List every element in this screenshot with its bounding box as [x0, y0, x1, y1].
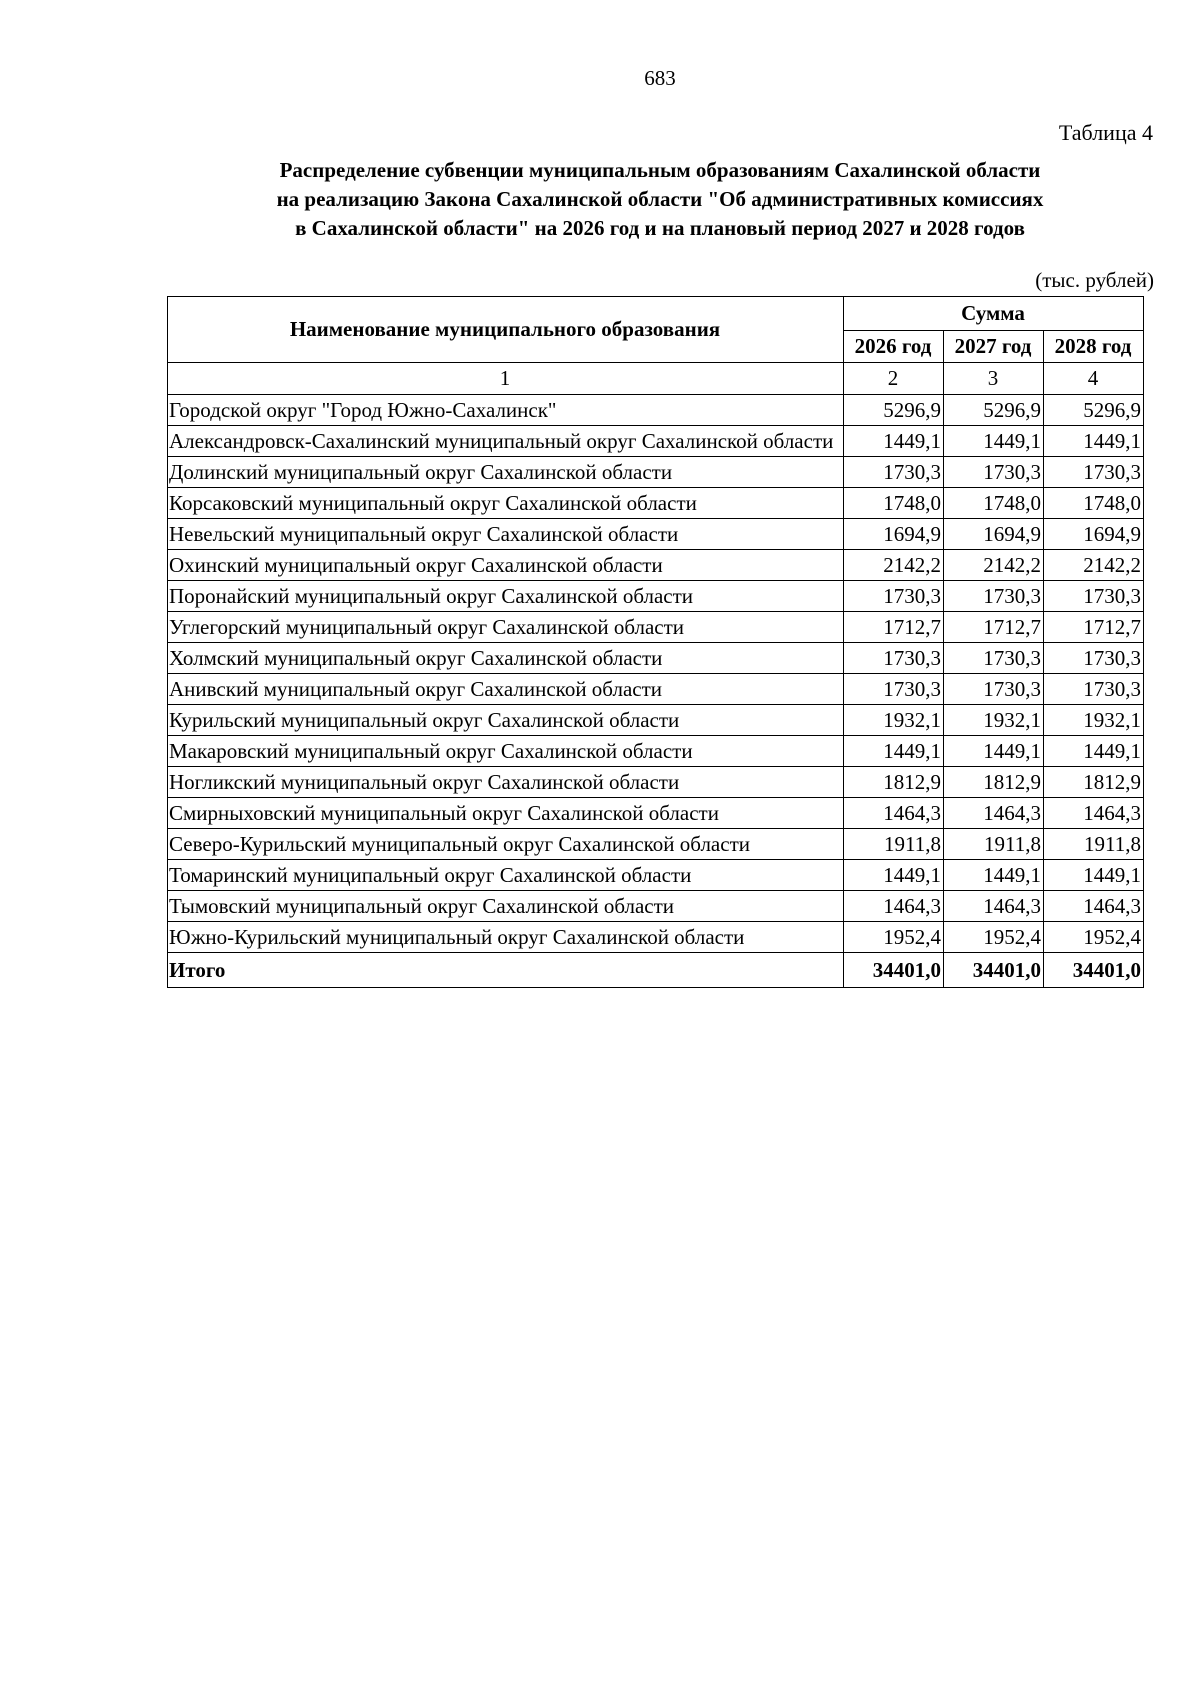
total-amount-2028: 34401,0: [1044, 953, 1144, 988]
amount-2026: 1712,7: [844, 612, 944, 643]
municipality-name: Анивский муниципальный округ Сахалинской области: [168, 674, 844, 705]
amount-2028: 1952,4: [1044, 922, 1144, 953]
amount-2027: 1748,0: [944, 488, 1044, 519]
amount-2028: 1694,9: [1044, 519, 1144, 550]
amount-2027: 1911,8: [944, 829, 1044, 860]
municipality-name: Томаринский муниципальный округ Сахалинской области: [168, 860, 844, 891]
municipality-name: Холмский муниципальный округ Сахалинской области: [168, 643, 844, 674]
municipality-name: Невельский муниципальный округ Сахалинской области: [168, 519, 844, 550]
amount-2028: 1464,3: [1044, 798, 1144, 829]
amount-2026: 1464,3: [844, 891, 944, 922]
amount-2026: 1952,4: [844, 922, 944, 953]
amount-2028: 1932,1: [1044, 705, 1144, 736]
municipality-name: Курильский муниципальный округ Сахалинской области: [168, 705, 844, 736]
document-title: [160, 156, 1160, 243]
amount-2027: 1449,1: [944, 426, 1044, 457]
municipality-name: Городской округ "Город Южно-Сахалинск": [168, 395, 844, 426]
amount-2026: 1730,3: [844, 457, 944, 488]
table-row: [168, 798, 1144, 829]
table-row: [168, 829, 1144, 860]
amount-2026: 1730,3: [844, 674, 944, 705]
amount-2026: 1694,9: [844, 519, 944, 550]
amount-2028: 1812,9: [1044, 767, 1144, 798]
table-row: [168, 767, 1144, 798]
total-amount-2026: 34401,0: [844, 953, 944, 988]
table-row: [168, 860, 1144, 891]
table-row: [168, 922, 1144, 953]
municipality-name: Охинский муниципальный округ Сахалинской области: [168, 550, 844, 581]
amount-2026: 1911,8: [844, 829, 944, 860]
table-row: [168, 457, 1144, 488]
table-row: [168, 643, 1144, 674]
title-line: Распределение субвенции муниципальным образованиям Сахалинской области: [279, 158, 1041, 182]
amount-2026: 1748,0: [844, 488, 944, 519]
municipality-name: Макаровский муниципальный округ Сахалинской области: [168, 736, 844, 767]
column-number: 4: [1044, 363, 1144, 395]
header-name: Наименование муниципального образования: [168, 297, 844, 363]
amount-2026: 2142,2: [844, 550, 944, 581]
amount-2028: 1730,3: [1044, 457, 1144, 488]
amount-2028: 1712,7: [1044, 612, 1144, 643]
municipality-name: Корсаковский муниципальный округ Сахалинской области: [168, 488, 844, 519]
amount-2027: 1694,9: [944, 519, 1044, 550]
amount-2028: 1911,8: [1044, 829, 1144, 860]
amount-2027: 1464,3: [944, 891, 1044, 922]
amount-2027: 1952,4: [944, 922, 1044, 953]
municipality-name: Долинский муниципальный округ Сахалинской области: [168, 457, 844, 488]
amount-2026: 1932,1: [844, 705, 944, 736]
header-year-2026: 2026 год: [844, 331, 944, 363]
column-number: 2: [844, 363, 944, 395]
header-sum: Сумма: [844, 297, 1144, 331]
amount-2028: 2142,2: [1044, 550, 1144, 581]
table-row: [168, 891, 1144, 922]
page-number: 683: [644, 66, 676, 90]
amount-2027: 1932,1: [944, 705, 1044, 736]
header-year-2027: 2027 год: [944, 331, 1044, 363]
table-row: [168, 581, 1144, 612]
amount-2027: 1730,3: [944, 674, 1044, 705]
municipality-name: Северо-Курильский муниципальный округ Сахалинской области: [168, 829, 844, 860]
municipality-name: Южно-Курильский муниципальный округ Сахалинской области: [168, 922, 844, 953]
amount-2026: 1464,3: [844, 798, 944, 829]
title-line: на реализацию Закона Сахалинской области "Об административных комиссиях: [276, 187, 1044, 211]
amount-2027: 5296,9: [944, 395, 1044, 426]
amount-2026: 1449,1: [844, 860, 944, 891]
table-row: [168, 395, 1144, 426]
municipality-name: Тымовский муниципальный округ Сахалинской области: [168, 891, 844, 922]
amount-2027: 1712,7: [944, 612, 1044, 643]
amount-2028: 1730,3: [1044, 581, 1144, 612]
table-row: [168, 705, 1144, 736]
distribution-table: [167, 296, 1144, 988]
header-year-2028: 2028 год: [1044, 331, 1144, 363]
table-row: [168, 426, 1144, 457]
amount-2026: 1730,3: [844, 581, 944, 612]
amount-2028: 1730,3: [1044, 643, 1144, 674]
table-label: Таблица 4: [1058, 120, 1153, 145]
column-numbers-row: [168, 363, 1144, 395]
amount-2027: 1730,3: [944, 643, 1044, 674]
table-row: [168, 736, 1144, 767]
table-row: [168, 612, 1144, 643]
amount-2027: 1730,3: [944, 457, 1044, 488]
table-row: [168, 519, 1144, 550]
amount-2026: 1449,1: [844, 736, 944, 767]
amount-2027: 1449,1: [944, 860, 1044, 891]
amount-2027: 1812,9: [944, 767, 1044, 798]
column-number: 1: [168, 363, 844, 395]
municipality-name: Поронайский муниципальный округ Сахалинской области: [168, 581, 844, 612]
amount-2026: 1730,3: [844, 643, 944, 674]
municipality-name: Ногликский муниципальный округ Сахалинской области: [168, 767, 844, 798]
municipality-name: Углегорский муниципальный округ Сахалинской области: [168, 612, 844, 643]
municipality-name: Александровск-Сахалинский муниципальный округ Сахалинской области: [168, 426, 844, 457]
amount-2028: 1449,1: [1044, 860, 1144, 891]
amount-2027: 1730,3: [944, 581, 1044, 612]
table-row: [168, 550, 1144, 581]
amount-2027: 2142,2: [944, 550, 1044, 581]
amount-2028: 1748,0: [1044, 488, 1144, 519]
amount-2028: 1449,1: [1044, 736, 1144, 767]
amount-2027: 1464,3: [944, 798, 1044, 829]
amount-2028: 5296,9: [1044, 395, 1144, 426]
title-line: в Сахалинской области" на 2026 год и на плановый период 2027 и 2028 годов: [295, 216, 1025, 240]
table-row: [168, 488, 1144, 519]
amount-2028: 1730,3: [1044, 674, 1144, 705]
column-number: 3: [944, 363, 1044, 395]
municipality-name: Смирныховский муниципальный округ Сахалинской области: [168, 798, 844, 829]
table-row: [168, 674, 1144, 705]
amount-2028: 1464,3: [1044, 891, 1144, 922]
amount-2026: 5296,9: [844, 395, 944, 426]
total-label: Итого: [168, 953, 844, 988]
total-row: [168, 953, 1144, 988]
amount-2026: 1812,9: [844, 767, 944, 798]
amount-2026: 1449,1: [844, 426, 944, 457]
amount-2028: 1449,1: [1044, 426, 1144, 457]
amount-2027: 1449,1: [944, 736, 1044, 767]
units-note: (тыс. рублей): [1035, 268, 1154, 292]
total-amount-2027: 34401,0: [944, 953, 1044, 988]
